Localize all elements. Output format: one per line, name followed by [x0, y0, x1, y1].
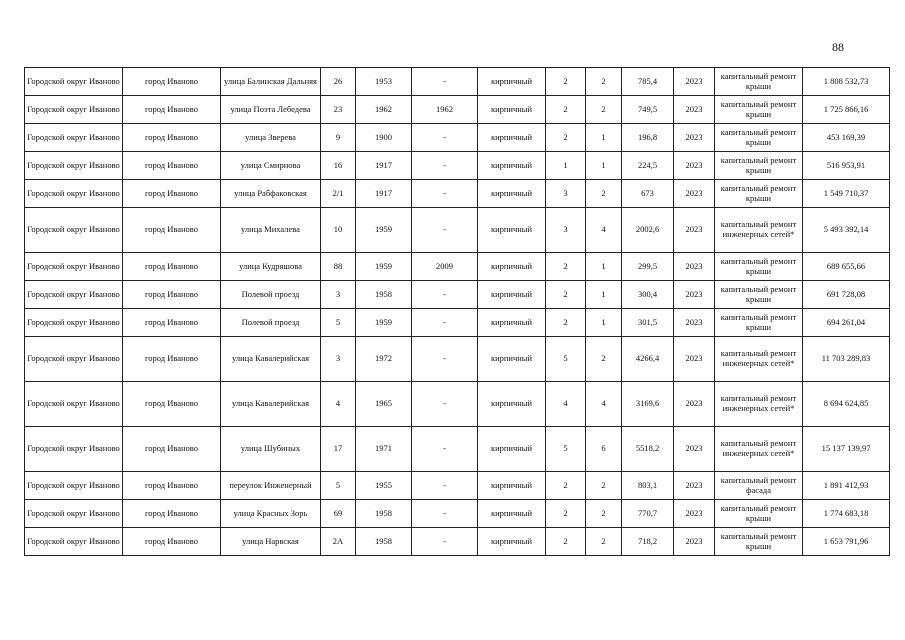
settlement-cell: город Иваново	[123, 309, 221, 337]
work-type-cell: капитальный ремонт крыши	[715, 68, 803, 96]
work-type-cell: капитальный ремонт фасада	[715, 472, 803, 500]
plan-year-cell: 2023	[674, 472, 715, 500]
floors-cell: 2	[546, 281, 586, 309]
build-year-cell: 1958	[356, 528, 412, 556]
street-cell: улица Красных Зорь	[221, 500, 321, 528]
street-cell: переулок Инженерный	[221, 472, 321, 500]
house-number-cell: 17	[321, 427, 356, 472]
plan-year-cell: 2023	[674, 382, 715, 427]
municipality-cell: Городской округ Иваново	[25, 427, 123, 472]
street-cell: улица Балинская Дальняя	[221, 68, 321, 96]
build-year-cell: 1959	[356, 253, 412, 281]
overhaul-year-cell: 1962	[412, 96, 478, 124]
table-row	[25, 253, 890, 281]
area-cell: 718,2	[622, 528, 674, 556]
street-cell: Полевой проезд	[221, 281, 321, 309]
municipality-cell: Городской округ Иваново	[25, 309, 123, 337]
plan-year-cell: 2023	[674, 500, 715, 528]
overhaul-year-cell: -	[412, 208, 478, 253]
housing-repair-table	[24, 67, 890, 556]
wall-material-cell: кирпичный	[478, 337, 546, 382]
build-year-cell: 1953	[356, 68, 412, 96]
municipality-cell: Городской округ Иваново	[25, 68, 123, 96]
plan-year-cell: 2023	[674, 253, 715, 281]
work-type-cell: капитальный ремонт крыши	[715, 96, 803, 124]
floors-cell: 2	[546, 96, 586, 124]
overhaul-year-cell: -	[412, 68, 478, 96]
wall-material-cell: кирпичный	[478, 382, 546, 427]
municipality-cell: Городской округ Иваново	[25, 337, 123, 382]
area-cell: 673	[622, 180, 674, 208]
cost-cell: 1 725 866,16	[803, 96, 890, 124]
street-cell: улица Шубиных	[221, 427, 321, 472]
street-cell: улица Михалева	[221, 208, 321, 253]
floors-cell: 2	[546, 68, 586, 96]
work-type-cell: капитальный ремонт крыши	[715, 528, 803, 556]
plan-year-cell: 2023	[674, 528, 715, 556]
street-cell: улица Поэта Лебедева	[221, 96, 321, 124]
wall-material-cell: кирпичный	[478, 96, 546, 124]
street-cell: улица Кавалерийская	[221, 337, 321, 382]
table-row	[25, 528, 890, 556]
cost-cell: 1 891 412,93	[803, 472, 890, 500]
build-year-cell: 1965	[356, 382, 412, 427]
cost-cell: 1 549 710,37	[803, 180, 890, 208]
entrances-cell: 6	[586, 427, 622, 472]
table-row	[25, 337, 890, 382]
area-cell: 770,7	[622, 500, 674, 528]
cost-cell: 691 728,08	[803, 281, 890, 309]
cost-cell: 8 694 624,85	[803, 382, 890, 427]
area-cell: 749,5	[622, 96, 674, 124]
area-cell: 803,1	[622, 472, 674, 500]
settlement-cell: город Иваново	[123, 427, 221, 472]
cost-cell: 689 655,66	[803, 253, 890, 281]
floors-cell: 1	[546, 152, 586, 180]
entrances-cell: 1	[586, 309, 622, 337]
wall-material-cell: кирпичный	[478, 68, 546, 96]
plan-year-cell: 2023	[674, 281, 715, 309]
plan-year-cell: 2023	[674, 208, 715, 253]
entrances-cell: 2	[586, 180, 622, 208]
build-year-cell: 1972	[356, 337, 412, 382]
floors-cell: 3	[546, 180, 586, 208]
overhaul-year-cell: -	[412, 472, 478, 500]
area-cell: 785,4	[622, 68, 674, 96]
entrances-cell: 1	[586, 281, 622, 309]
settlement-cell: город Иваново	[123, 500, 221, 528]
house-number-cell: 26	[321, 68, 356, 96]
entrances-cell: 4	[586, 208, 622, 253]
work-type-cell: капитальный ремонт крыши	[715, 281, 803, 309]
settlement-cell: город Иваново	[123, 253, 221, 281]
table-row	[25, 124, 890, 152]
settlement-cell: город Иваново	[123, 68, 221, 96]
house-number-cell: 2А	[321, 528, 356, 556]
entrances-cell: 4	[586, 382, 622, 427]
municipality-cell: Городской округ Иваново	[25, 152, 123, 180]
house-number-cell: 4	[321, 382, 356, 427]
overhaul-year-cell: -	[412, 281, 478, 309]
build-year-cell: 1959	[356, 208, 412, 253]
plan-year-cell: 2023	[674, 309, 715, 337]
entrances-cell: 1	[586, 253, 622, 281]
cost-cell: 15 137 139,97	[803, 427, 890, 472]
entrances-cell: 2	[586, 68, 622, 96]
table-row	[25, 281, 890, 309]
house-number-cell: 3	[321, 337, 356, 382]
work-type-cell: капитальный ремонт инженерных сетей*	[715, 337, 803, 382]
area-cell: 5518,2	[622, 427, 674, 472]
build-year-cell: 1962	[356, 96, 412, 124]
area-cell: 224,5	[622, 152, 674, 180]
plan-year-cell: 2023	[674, 180, 715, 208]
build-year-cell: 1959	[356, 309, 412, 337]
street-cell: улица Нарвская	[221, 528, 321, 556]
build-year-cell: 1958	[356, 500, 412, 528]
street-cell: Полевой проезд	[221, 309, 321, 337]
wall-material-cell: кирпичный	[478, 152, 546, 180]
overhaul-year-cell: -	[412, 427, 478, 472]
area-cell: 300,4	[622, 281, 674, 309]
settlement-cell: город Иваново	[123, 96, 221, 124]
cost-cell: 5 493 392,14	[803, 208, 890, 253]
settlement-cell: город Иваново	[123, 208, 221, 253]
table-row	[25, 68, 890, 96]
table-row	[25, 427, 890, 472]
table-row	[25, 96, 890, 124]
table-row	[25, 180, 890, 208]
overhaul-year-cell: -	[412, 124, 478, 152]
settlement-cell: город Иваново	[123, 337, 221, 382]
area-cell: 3169,6	[622, 382, 674, 427]
overhaul-year-cell: -	[412, 500, 478, 528]
municipality-cell: Городской округ Иваново	[25, 281, 123, 309]
settlement-cell: город Иваново	[123, 281, 221, 309]
area-cell: 196,8	[622, 124, 674, 152]
work-type-cell: капитальный ремонт крыши	[715, 309, 803, 337]
wall-material-cell: кирпичный	[478, 180, 546, 208]
cost-cell: 516 953,91	[803, 152, 890, 180]
build-year-cell: 1917	[356, 152, 412, 180]
table-row	[25, 472, 890, 500]
cost-cell: 453 169,39	[803, 124, 890, 152]
wall-material-cell: кирпичный	[478, 281, 546, 309]
floors-cell: 2	[546, 309, 586, 337]
build-year-cell: 1900	[356, 124, 412, 152]
settlement-cell: город Иваново	[123, 528, 221, 556]
street-cell: улица Кудряшова	[221, 253, 321, 281]
municipality-cell: Городской округ Иваново	[25, 253, 123, 281]
street-cell: улица Зверева	[221, 124, 321, 152]
area-cell: 4266,4	[622, 337, 674, 382]
table-row	[25, 382, 890, 427]
settlement-cell: город Иваново	[123, 124, 221, 152]
plan-year-cell: 2023	[674, 68, 715, 96]
municipality-cell: Городской округ Иваново	[25, 124, 123, 152]
house-number-cell: 5	[321, 309, 356, 337]
street-cell: улица Рабфаковская	[221, 180, 321, 208]
work-type-cell: капитальный ремонт крыши	[715, 180, 803, 208]
entrances-cell: 2	[586, 528, 622, 556]
house-number-cell: 10	[321, 208, 356, 253]
table-row	[25, 208, 890, 253]
overhaul-year-cell: -	[412, 337, 478, 382]
page-number: 88	[832, 40, 844, 54]
floors-cell: 2	[546, 124, 586, 152]
area-cell: 301,5	[622, 309, 674, 337]
area-cell: 299,5	[622, 253, 674, 281]
street-cell: улица Смирнова	[221, 152, 321, 180]
cost-cell: 1 808 532,73	[803, 68, 890, 96]
overhaul-year-cell: -	[412, 382, 478, 427]
wall-material-cell: кирпичный	[478, 309, 546, 337]
work-type-cell: капитальный ремонт крыши	[715, 124, 803, 152]
build-year-cell: 1955	[356, 472, 412, 500]
street-cell: улица Кавалерийская	[221, 382, 321, 427]
cost-cell: 11 703 289,83	[803, 337, 890, 382]
wall-material-cell: кирпичный	[478, 500, 546, 528]
settlement-cell: город Иваново	[123, 152, 221, 180]
wall-material-cell: кирпичный	[478, 528, 546, 556]
municipality-cell: Городской округ Иваново	[25, 500, 123, 528]
floors-cell: 2	[546, 472, 586, 500]
overhaul-year-cell: -	[412, 528, 478, 556]
floors-cell: 2	[546, 500, 586, 528]
overhaul-year-cell: -	[412, 180, 478, 208]
floors-cell: 5	[546, 427, 586, 472]
cost-cell: 694 261,04	[803, 309, 890, 337]
municipality-cell: Городской округ Иваново	[25, 382, 123, 427]
settlement-cell: город Иваново	[123, 382, 221, 427]
wall-material-cell: кирпичный	[478, 208, 546, 253]
area-cell: 2002,6	[622, 208, 674, 253]
municipality-cell: Городской округ Иваново	[25, 96, 123, 124]
entrances-cell: 2	[586, 337, 622, 382]
house-number-cell: 5	[321, 472, 356, 500]
settlement-cell: город Иваново	[123, 472, 221, 500]
work-type-cell: капитальный ремонт инженерных сетей*	[715, 427, 803, 472]
plan-year-cell: 2023	[674, 427, 715, 472]
floors-cell: 4	[546, 382, 586, 427]
house-number-cell: 3	[321, 281, 356, 309]
build-year-cell: 1958	[356, 281, 412, 309]
entrances-cell: 1	[586, 124, 622, 152]
cost-cell: 1 653 791,96	[803, 528, 890, 556]
work-type-cell: капитальный ремонт инженерных сетей*	[715, 382, 803, 427]
table-row	[25, 309, 890, 337]
build-year-cell: 1971	[356, 427, 412, 472]
entrances-cell: 2	[586, 96, 622, 124]
work-type-cell: капитальный ремонт крыши	[715, 500, 803, 528]
work-type-cell: капитальный ремонт крыши	[715, 253, 803, 281]
settlement-cell: город Иваново	[123, 180, 221, 208]
overhaul-year-cell: 2009	[412, 253, 478, 281]
house-number-cell: 23	[321, 96, 356, 124]
floors-cell: 2	[546, 528, 586, 556]
build-year-cell: 1917	[356, 180, 412, 208]
wall-material-cell: кирпичный	[478, 124, 546, 152]
house-number-cell: 9	[321, 124, 356, 152]
house-number-cell: 69	[321, 500, 356, 528]
municipality-cell: Городской округ Иваново	[25, 180, 123, 208]
floors-cell: 5	[546, 337, 586, 382]
table-row	[25, 500, 890, 528]
house-number-cell: 88	[321, 253, 356, 281]
plan-year-cell: 2023	[674, 96, 715, 124]
entrances-cell: 2	[586, 500, 622, 528]
wall-material-cell: кирпичный	[478, 472, 546, 500]
work-type-cell: капитальный ремонт крыши	[715, 152, 803, 180]
overhaul-year-cell: -	[412, 152, 478, 180]
overhaul-year-cell: -	[412, 309, 478, 337]
floors-cell: 2	[546, 253, 586, 281]
municipality-cell: Городской округ Иваново	[25, 208, 123, 253]
table-row	[25, 152, 890, 180]
house-number-cell: 16	[321, 152, 356, 180]
entrances-cell: 1	[586, 152, 622, 180]
floors-cell: 3	[546, 208, 586, 253]
wall-material-cell: кирпичный	[478, 427, 546, 472]
plan-year-cell: 2023	[674, 337, 715, 382]
work-type-cell: капитальный ремонт инженерных сетей*	[715, 208, 803, 253]
entrances-cell: 2	[586, 472, 622, 500]
house-number-cell: 2/1	[321, 180, 356, 208]
municipality-cell: Городской округ Иваново	[25, 528, 123, 556]
plan-year-cell: 2023	[674, 152, 715, 180]
plan-year-cell: 2023	[674, 124, 715, 152]
municipality-cell: Городской округ Иваново	[25, 472, 123, 500]
wall-material-cell: кирпичный	[478, 253, 546, 281]
cost-cell: 1 774 683,18	[803, 500, 890, 528]
